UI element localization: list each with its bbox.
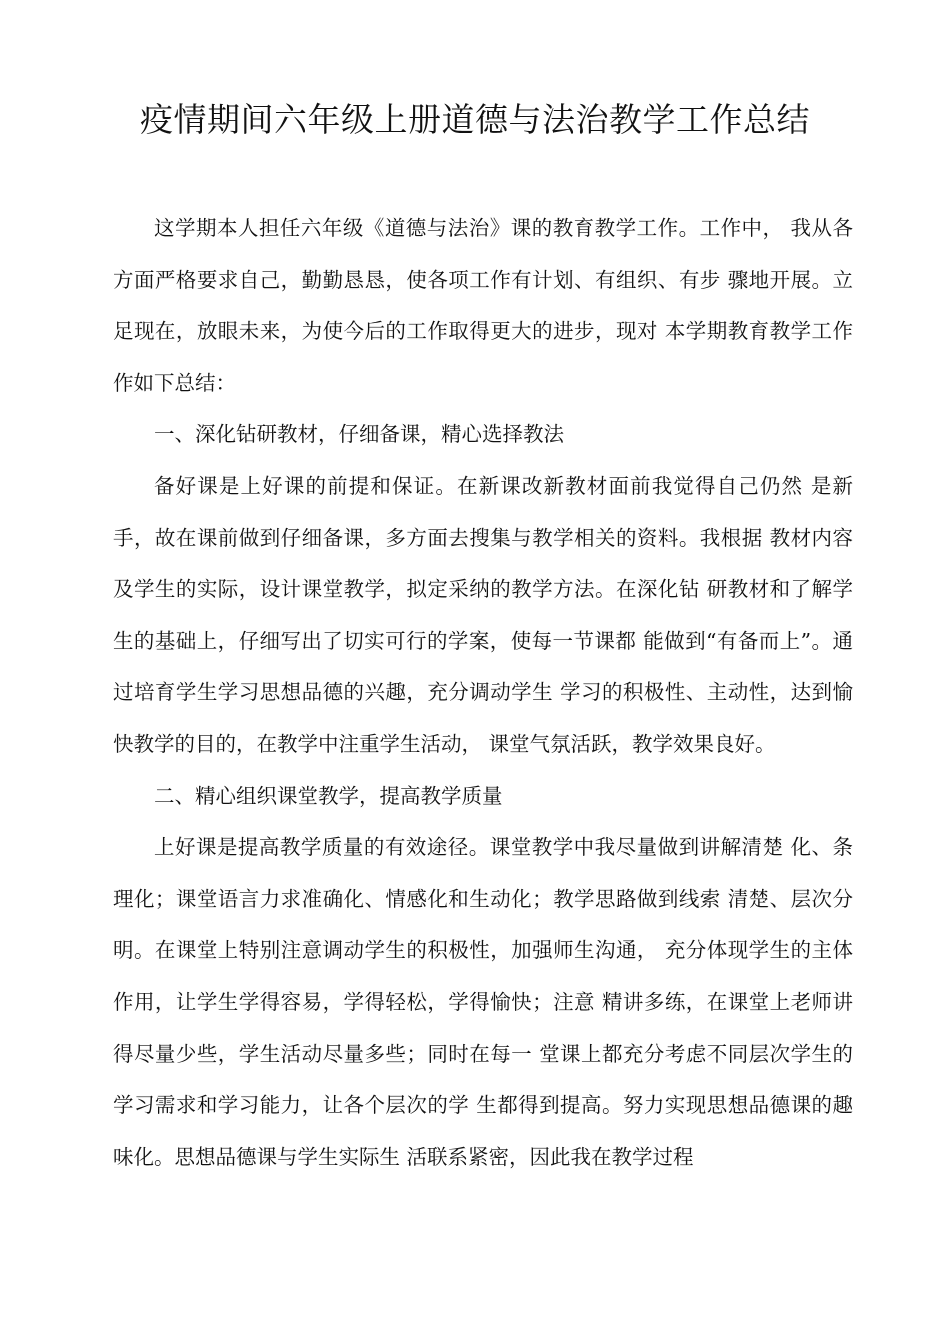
section-body-2: 上好课是提高教学质量的有效途径。课堂教学中我尽量做到讲解清楚 化、条理化；课堂语言力求准确化、情感化和生动化；教学思路做到线索 清楚、层次分明。在课堂上特别注意调动学生的积极性，加强师生沟通， 充分体现学生的主体作用，让学生学得容易，学得轻松，学得愉快；注意 精讲多练，在课堂上老师讲得尽量少些，学生活动尽量多些；同时在每一 堂课上都充分考虑不同层次学生的学习需求和学习能力，让各个层次的学 生都得到提高。努力实现思想品德课的趣味化。思想品德课与学生实际生 活联系紧密，因此我在教学过程	[113, 835, 853, 1169]
intro-paragraph: 这学期本人担任六年级《道德与法治》课的教育教学工作。工作中， 我从各方面严格要求自己，勤勤恳恳，使各项工作有计划、有组织、有步 骤地开展。立足现在，放眼未来，为使今后的工作取得更大的进步，现对 本学期教育教学工作作如下总结：	[113, 216, 853, 395]
section-heading-1: 一、深化钻研教材，仔细备课，精心选择教法	[154, 422, 564, 447]
document-body	[113, 203, 853, 1183]
document-title: 疫情期间六年级上册道德与法治教学工作总结	[140, 100, 810, 139]
section-body-1: 备好课是上好课的前提和保证。在新课改新教材面前我觉得自己仍然 是新手，故在课前做到仔细备课，多方面去搜集与教学相关的资料。我根据 教材内容及学生的实际，设计课堂教学，拟定采纳的教学方法。在深化钻 研教材和了解学生的基础上，仔细写出了切实可行的学案，使每一节课都 能做到“有备而上”。通过培育学生学习思想品德的兴趣，充分调动学生 学习的积极性、主动性，达到愉快教学的目的，在教学中注重学生活动， 课堂气氛活跃，教学效果良好。	[113, 473, 853, 756]
section-heading-2: 二、精心组织课堂教学，提高教学质量	[154, 783, 503, 808]
